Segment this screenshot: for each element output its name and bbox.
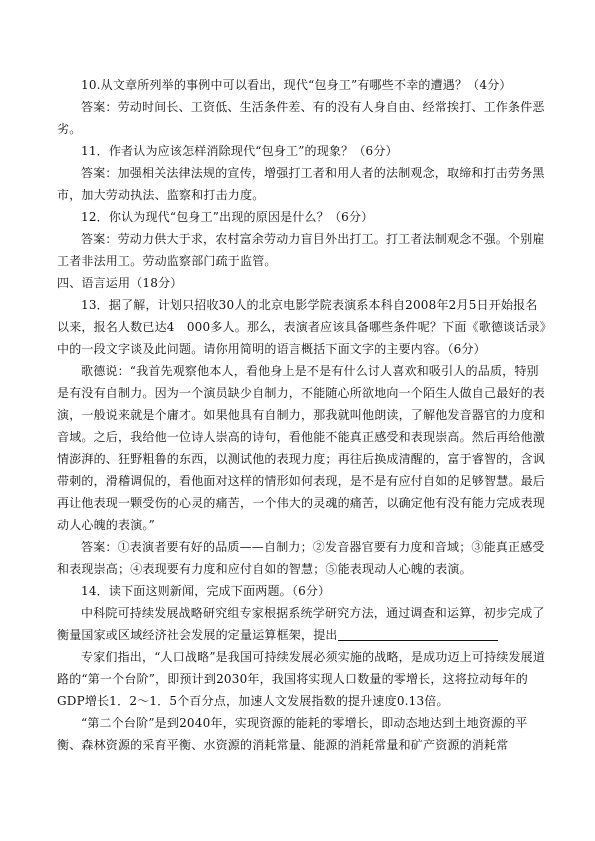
question-10: 10.从文章所列举的事例中可以看出，现代“包身工”有哪些不幸的遭遇？（4分） — [81, 78, 512, 92]
news-paragraph-1-text: 中科院可持续发展战略研究组专家根据系统学研究方法，通过调查和运算，初步完成了衡量国家或区域经济社会发展的定量运算框架，提出 — [57, 606, 545, 642]
question-12: 12．你认为现代“包身工”出现的原因是什么？（6分） — [81, 210, 374, 224]
question-11: 11．作者认为应该怎样消除现代“包身工”的现象？（6分） — [81, 144, 398, 158]
news-paragraph-1 — [57, 602, 549, 646]
answer-12: 答案：劳动力供大于求，农村富余劳动力盲目外出打工。打工者法制观念不强。个别雇工者非法用工。劳动监察部门疏于监管。 — [57, 232, 545, 268]
section-heading: 四、语言运用（18分） — [57, 276, 183, 290]
news-paragraph-2: 专家们指出，“人口战略”是我国可持续发展必须实施的战略，是成功迈上可持续发展道路的“第一个台阶”，即预计到2030年，我国将实现人口数量的零增长，这将拉动每年的GDP增长1．2～1．5个百分点，加速人文发展指数的提升速度0.13倍。 — [57, 650, 546, 708]
question-14: 14．读下面这则新闻，完成下面两题。（6分） — [81, 584, 331, 598]
answer-blank[interactable] — [338, 628, 498, 641]
question-13: 13．据了解，计划只招收30人的北京电影学院表演系本科自2008年2月5日开始报名以来，报名人数已达4 000多人。那么，表演者应该具备哪些条件呢？下面《歌德谈话录》中的一段文字谈及此问题。请你用简明的语言概括下面文字的主要内容。（6分） — [57, 298, 546, 356]
news-paragraph-3: “第二个台阶”是到2040年，实现资源的能耗的零增长，即动态地达到土地资源的平衡、森林资源的采育平衡、水资源的消耗常量、能源的消耗常量和矿产资源的消耗常 — [57, 716, 528, 752]
answer-11: 答案：加强相关法律法规的宣传，增强打工者和用人者的法制观念，取缔和打击劳务黑市，加大劳动执法、监察和打击力度。 — [57, 166, 545, 202]
goethe-passage: 歌德说：“我首先观察他本人，看他身上是不是有什么讨人喜欢和吸引人的品质，特别是有没有自制力。因为一个演员缺少自制力，不能随心所欲地向一个陌生人做自己最好的表演，一般说来就是个庸才。如果他具有自制力，那我就叫他朗读，了解他发音器官的力度和音域。之后，我给他一位诗人崇高的诗句，看他能不能真正感受和表现崇高。然后再给他激情澎湃的、狂野粗鲁的东西，以测试他的表现力度；再往后换成清醒的，富于睿智的，含讽带刺的，滑稽调侃的，看他面对这样的情形如何表现，是不是有应付自如的足够智慧。最后再让他表现一颗受伤的心灵的痛苦，一个伟大的灵魂的痛苦，以确定他有没有能力完成表现动人心魄的表演。” — [57, 364, 546, 532]
answer-13: 答案：①表演者要有好的品质——自制力；②发音器官要有力度和音域；③能真正感受和表现崇高；④表现要有力度和应付自如的智慧；⑤能表现动人心魄的表演。 — [57, 540, 545, 576]
answer-10: 答案：劳动时间长、工资低、生活条件差、有的没有人身自由、经常挨打、工作条件恶劣。 — [57, 100, 545, 136]
